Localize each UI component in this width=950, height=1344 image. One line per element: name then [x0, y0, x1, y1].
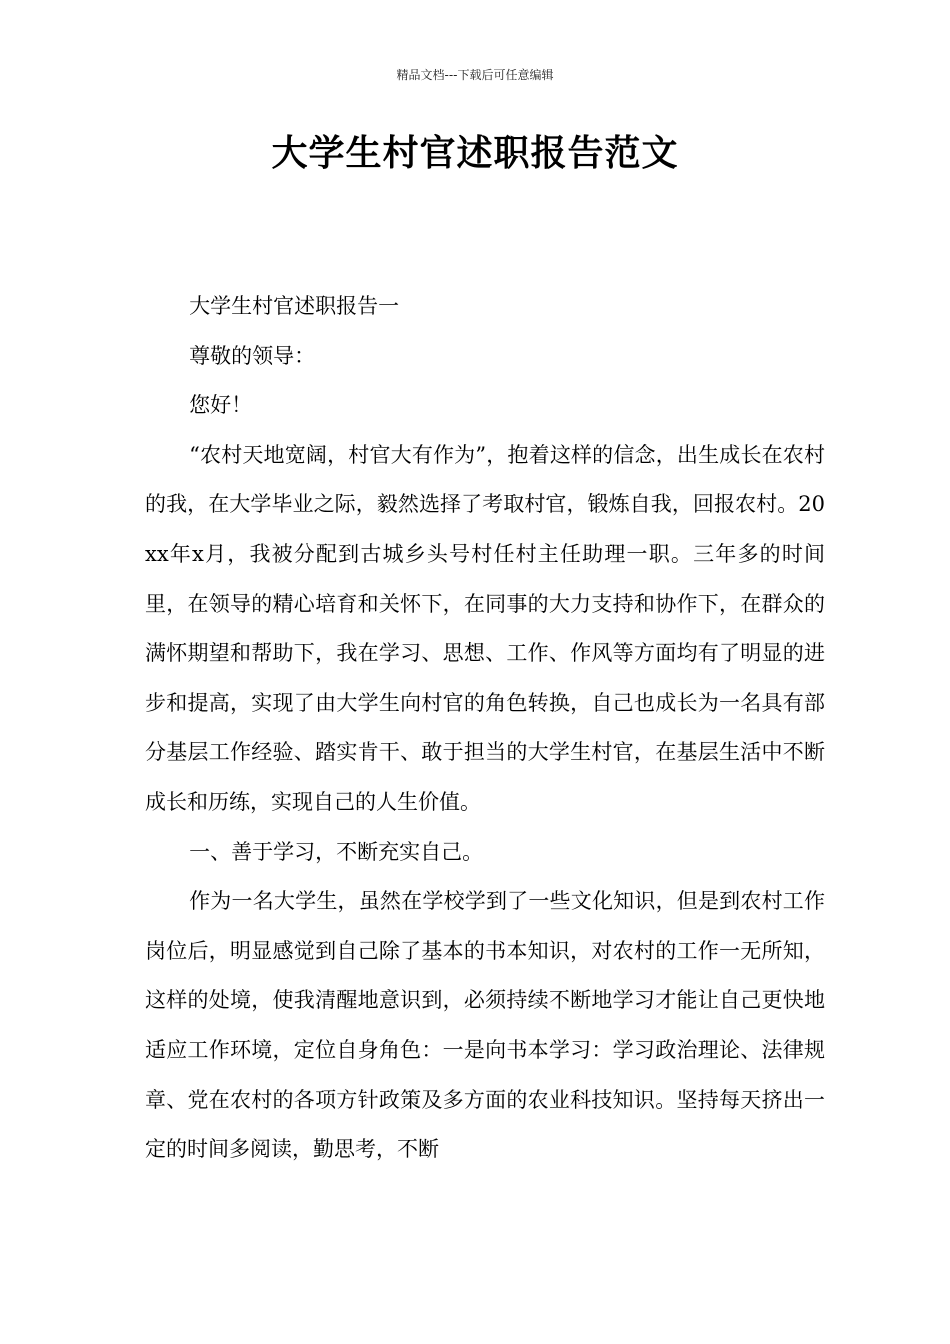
header-note: 精品文档---下载后可任意编辑	[396, 68, 554, 82]
salutation: 尊敬的领导：	[189, 343, 316, 368]
document-body	[145, 282, 825, 1175]
section-heading-1: 一、善于学习，不断充实自己。	[189, 839, 484, 864]
report-subtitle: 大学生村官述职报告一	[189, 294, 400, 318]
section-1-paragraph: 作为一名大学生，虽然在学校学到了一些文化知识，但是到农村工作岗位后，明显感觉到自己除了基本的书本知识，对农村的工作一无所知，这样的处境，使我清醒地意识到，必须持续不断地学习才能让自己更快地适应工作环境，定位自身角色：一是向书本学习：学习政治理论、法律规章、党在农村的各项方针政策及多方面的农业科技知识。坚持每天挤出一定的时间多阅读，勤思考，不断	[145, 889, 825, 1162]
intro-paragraph: “农村天地宽阔，村官大有作为”，抱着这样的信念，出生成长在农村的我，在大学毕业之际，毅然选择了考取村官，锻炼自我，回报农村。20xx年x月，我被分配到古城乡头号村任村主任助理一职。三年多的时间里，在领导的精心培育和关怀下，在同事的大力支持和协作下，在群众的满怀期望和帮助下，我在学习、思想、工作、作风等方面均有了明显的进步和提高，实现了由大学生向村官的角色转换，自己也成长为一名具有部分基层工作经验、踏实肯干、敢于担当的大学生村官，在基层生活中不断成长和历练，实现自己的人生价值。	[145, 442, 825, 814]
document-title: 大学生村官述职报告范文	[271, 133, 679, 174]
greeting: 您好！	[189, 393, 253, 418]
